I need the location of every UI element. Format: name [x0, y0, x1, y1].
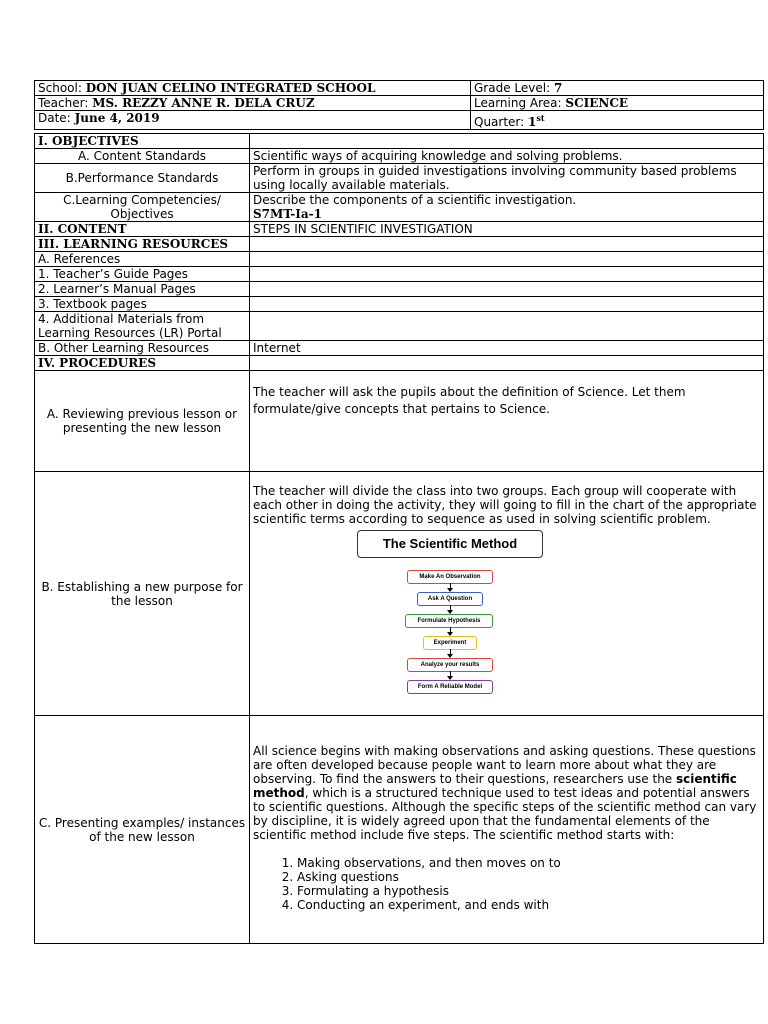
main-table — [34, 133, 764, 944]
procedure-a-label: A. Reviewing previous lesson or presenting the new lesson — [35, 371, 250, 472]
lesson-plan-sheet — [34, 80, 763, 944]
list-item: 2. Asking questions — [297, 870, 760, 884]
header-table — [34, 80, 764, 130]
diagram-step: Form A Reliable Model — [407, 680, 493, 694]
content-title: II. CONTENT — [35, 222, 250, 237]
scientific-method-diagram — [357, 530, 543, 698]
diagram-step: Make An Observation — [407, 570, 493, 584]
other-resources-label: B. Other Learning Resources — [35, 341, 250, 356]
textbook-pages-label: 3. Textbook pages — [35, 297, 250, 312]
procedures-title: IV. PROCEDURES — [35, 356, 250, 371]
content-value: STEPS IN SCIENTIFIC INVESTIGATION — [250, 222, 764, 237]
additional-materials-label: 4. Additional Materials from Learning Resources (LR) Portal — [35, 312, 250, 341]
objectives-title: I. OBJECTIVES — [35, 134, 250, 149]
diagram-step: Analyze your results — [407, 658, 493, 672]
procedure-b-text: The teacher will divide the class into two groups. Each group will cooperate with each other in doing the activity, they will going to fill in the chart of the appropriate scientific terms according to sequence as used in solving scientific problem. — [253, 484, 757, 526]
performance-standards-value: Perform in groups in guided investigations involving community based problems using locally available materials. — [250, 164, 764, 193]
diagram-arrow — [450, 671, 451, 679]
procedure-b-label: B. Establishing a new purpose for the lesson — [35, 472, 250, 716]
content-standards-label: A. Content Standards — [35, 149, 250, 164]
list-item: 3. Formulating a hypothesis — [297, 884, 760, 898]
content-standards-value: Scientific ways of acquiring knowledge and solving problems. — [250, 149, 764, 164]
diagram-step: Ask A Question — [417, 592, 483, 606]
procedure-c-label: C. Presenting examples/ instances of the new lesson — [35, 716, 250, 944]
diagram-title: The Scientific Method — [357, 530, 543, 558]
grade-value: 7 — [553, 81, 563, 95]
school-name: DON JUAN CELINO INTEGRATED SCHOOL — [85, 81, 376, 95]
diagram-arrow — [450, 649, 451, 657]
scientific-method-term: scientific method — [253, 772, 737, 800]
date-cell: Date: June 4, 2019 — [35, 111, 471, 130]
competency-code: S7MT-Ia-1 — [253, 207, 322, 221]
quarter-value: 1 — [528, 115, 537, 129]
tg-pages-label: 1. Teacher’s Guide Pages — [35, 267, 250, 282]
diagram-step: Experiment — [423, 636, 477, 650]
other-resources-value: Internet — [250, 341, 764, 356]
references-label: A. References — [35, 252, 250, 267]
procedure-a-text: The teacher will ask the pupils about the definition of Science. Let them formulate/give concepts that pertains to Science. — [250, 371, 764, 472]
procedure-c-cell — [250, 716, 764, 944]
resources-title: III. LEARNING RESOURCES — [35, 237, 250, 252]
list-item: 4. Conducting an experiment, and ends with — [297, 898, 760, 912]
diagram-arrow — [450, 605, 451, 613]
teacher-name: MS. REZZY ANNE R. DELA CRUZ — [92, 96, 315, 110]
lm-pages-label: 2. Learner’s Manual Pages — [35, 282, 250, 297]
date-value: June 4, 2019 — [74, 111, 160, 125]
school-cell: School: DON JUAN CELINO INTEGRATED SCHOOL — [35, 81, 471, 96]
grade-cell: Grade Level: 7 — [471, 81, 764, 96]
diagram-arrow — [450, 627, 451, 635]
diagram-step: Formulate Hypothesis — [405, 614, 493, 628]
list-item: 1. Making observations, and then moves on to — [297, 856, 760, 870]
steps-list — [253, 856, 760, 912]
procedure-b-cell — [250, 472, 764, 716]
performance-standards-label: B.Performance Standards — [35, 164, 250, 193]
procedure-c-text: All science begins with making observations and asking questions. These questions are often developed because people want to learn more about what they are observing. To find the answers to their questions, researchers use the scientific method, which is a structured technique used to test ideas and potential answers to scientific questions. Although the specific steps of the scientific method can vary by discipline, it is widely agreed upon that the fundamental elements of the scientific method include five steps. The scientific method starts with: — [253, 744, 757, 842]
competencies-value: Describe the components of a scientific investigation. S7MT-Ia-1 — [250, 193, 764, 222]
quarter-cell: Quarter: 1st — [471, 111, 764, 130]
diagram-arrow — [450, 583, 451, 591]
teacher-cell: Teacher: MS. REZZY ANNE R. DELA CRUZ — [35, 96, 471, 111]
area-cell: Learning Area: SCIENCE — [471, 96, 764, 111]
competencies-label: C.Learning Competencies/ Objectives — [35, 193, 250, 222]
area-value: SCIENCE — [565, 96, 629, 110]
